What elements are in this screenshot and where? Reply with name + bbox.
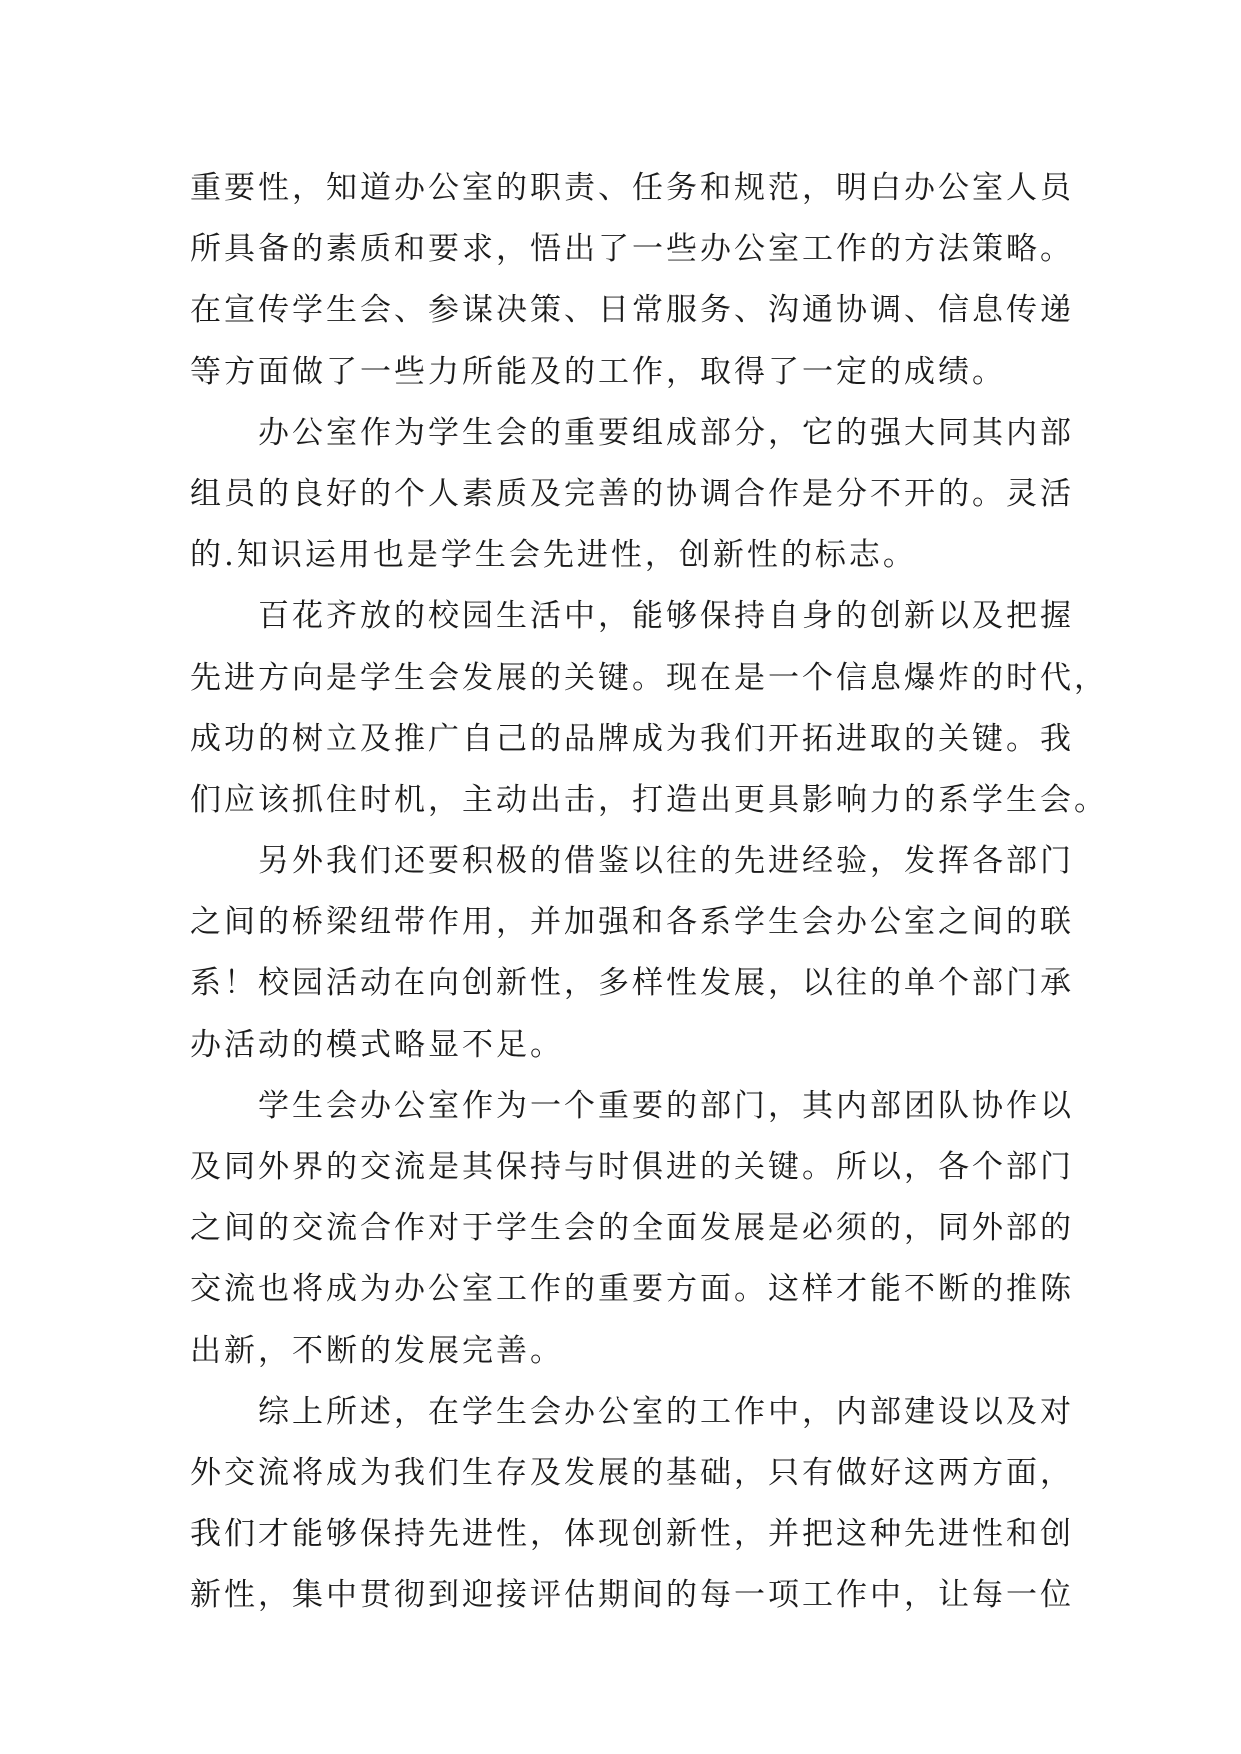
paragraph-1 <box>190 158 1074 403</box>
text-line: 组员的良好的个人素质及完善的协调合作是分不开的。灵活 <box>190 475 1074 512</box>
text-line: 重要性，知道办公室的职责、任务和规范，明白办公室人员 <box>190 170 1074 206</box>
text-line: 出新，不断的发展完善。 <box>190 1332 564 1369</box>
paragraph-4 <box>190 831 1074 1076</box>
body-text <box>190 158 1108 1627</box>
text-line: 先进方向是学生会发展的关键。现在是一个信息爆炸的时代， <box>190 659 1108 696</box>
text-line: 成功的树立及推广自己的品牌成为我们开拓进取的关键。我 <box>190 720 1074 757</box>
text-line: 等方面做了一些力所能及的工作，取得了一定的成绩。 <box>190 353 1006 390</box>
paragraph-6 <box>190 1382 1074 1627</box>
text-line: 另外我们还要积极的借鉴以往的先进经验，发挥各部门 <box>258 843 1074 880</box>
text-line: 们应该抓住时机，主动出击，打造出更具影响力的系学生会。 <box>190 781 1108 818</box>
text-line: 办活动的模式略显不足。 <box>190 1026 564 1063</box>
text-line: 系！校园活动在向创新性，多样性发展，以往的单个部门承 <box>190 965 1074 1002</box>
text-line: 综上所述，在学生会办公室的工作中，内部建设以及对 <box>258 1393 1074 1430</box>
text-line: 所具备的素质和要求，悟出了一些办公室工作的方法策略。 <box>190 231 1074 268</box>
text-line: 新性，集中贯彻到迎接评估期间的每一项工作中，让每一位 <box>190 1577 1074 1614</box>
text-line: 在宣传学生会、参谋决策、日常服务、沟通协调、信息传递 <box>190 292 1074 329</box>
text-line: 我们才能够保持先进性，体现创新性，并把这种先进性和创 <box>190 1516 1074 1553</box>
text-line: 交流也将成为办公室工作的重要方面。这样才能不断的推陈 <box>190 1271 1074 1308</box>
paragraph-2 <box>190 403 1074 587</box>
text-line: 的.知识运用也是学生会先进性，创新性的标志。 <box>190 537 917 574</box>
text-line: 百花齐放的校园生活中，能够保持自身的创新以及把握 <box>258 598 1074 635</box>
text-line: 外交流将成为我们生存及发展的基础，只有做好这两方面， <box>190 1454 1074 1491</box>
paragraph-5 <box>190 1076 1074 1382</box>
text-line: 办公室作为学生会的重要组成部分，它的强大同其内部 <box>258 414 1074 451</box>
text-line: 学生会办公室作为一个重要的部门，其内部团队协作以 <box>258 1087 1074 1124</box>
text-line: 之间的桥梁纽带作用，并加强和各系学生会办公室之间的联 <box>190 904 1074 941</box>
text-line: 及同外界的交流是其保持与时俱进的关键。所以，各个部门 <box>190 1149 1074 1185</box>
paragraph-3 <box>190 586 1108 831</box>
text-line: 之间的交流合作对于学生会的全面发展是必须的，同外部的 <box>190 1210 1074 1247</box>
